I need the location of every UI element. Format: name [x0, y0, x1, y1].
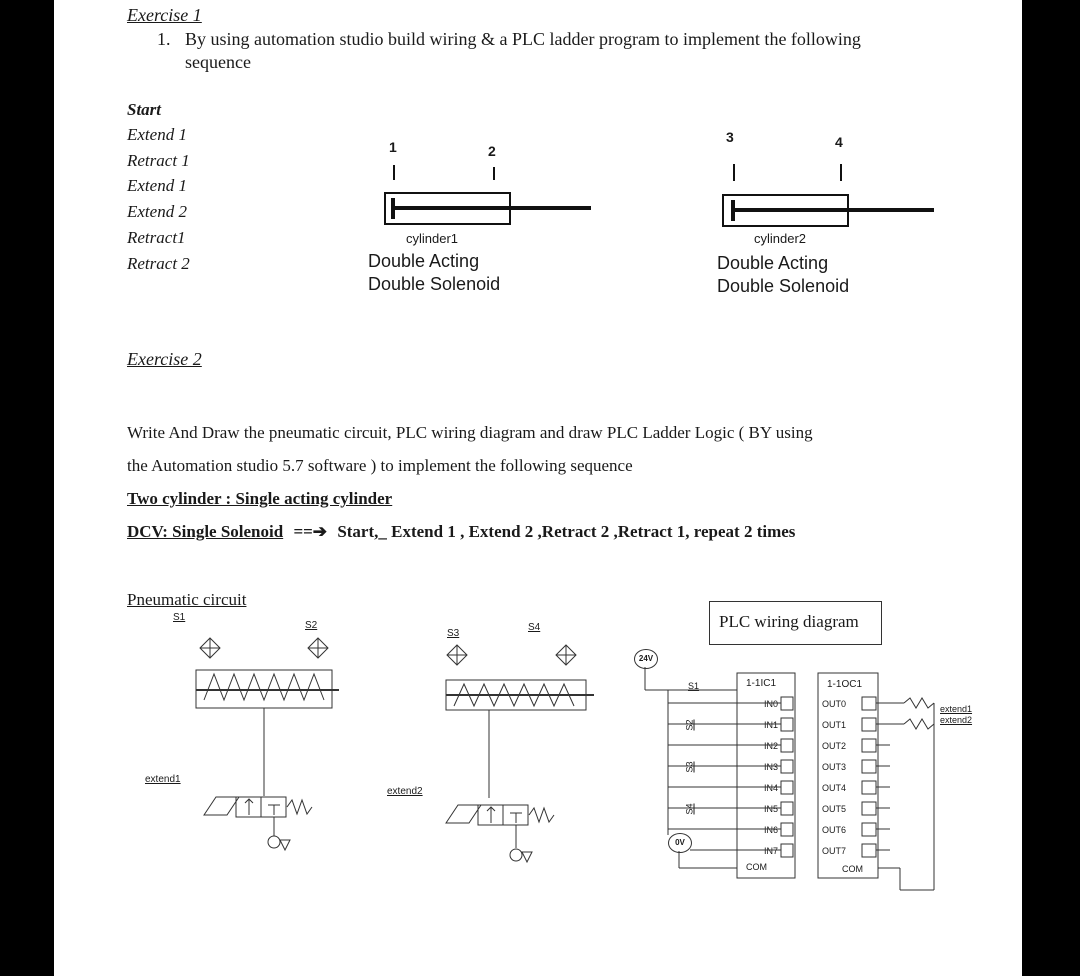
input-module-box: [737, 673, 795, 878]
supply-24v-label: 24V: [638, 654, 654, 663]
input-terminal: IN6: [764, 825, 779, 835]
sequence-step: Retract1: [127, 228, 186, 247]
input-terminal: IN1: [764, 720, 779, 730]
cylinder2-position-a: 3: [726, 129, 734, 145]
output-terminal: OUT0: [822, 699, 847, 709]
input-terminal: IN7: [764, 846, 779, 856]
valve2-label: extend2: [387, 786, 423, 797]
output-terminal: OUT7: [822, 846, 847, 856]
cylinder2-name: cylinder2: [754, 231, 807, 246]
exercise1-heading: Exercise 1: [127, 5, 202, 25]
switch-label-s2: S2: [684, 719, 695, 731]
cylinder1-position-b: 2: [488, 143, 496, 159]
output-terminal: OUT1: [822, 720, 847, 730]
cylinder1-name: cylinder1: [406, 231, 459, 246]
cylinder1-position-a: 1: [389, 139, 397, 155]
output-terminal: OUT5: [822, 804, 847, 814]
sensor-label-s3: S3: [447, 628, 460, 639]
supply-0v-label: 0V: [675, 838, 685, 847]
cylinder2-position-b: 4: [835, 134, 843, 150]
sequence-step: Start: [127, 100, 162, 119]
output-common: COM: [842, 864, 863, 874]
sensor-label-s2: S2: [305, 620, 318, 631]
sensor-label-s1: S1: [173, 612, 186, 623]
exercise2-heading: Exercise 2: [127, 349, 202, 369]
arrow-icon: ==➔: [293, 522, 328, 541]
output-module-box: [818, 673, 878, 878]
sequence-step: Extend 1: [127, 125, 187, 144]
sequence-step: Retract 1: [127, 151, 190, 170]
document-page: [54, 0, 1022, 976]
input-terminal: IN5: [764, 804, 779, 814]
cylinder2-valve: Double Solenoid: [717, 276, 850, 296]
switch-label-s3: S3: [684, 761, 695, 773]
exercise2-line1: Write And Draw the pneumatic circuit, PLC wiring diagram and draw PLC Ladder Logic ( BY using: [127, 423, 813, 442]
task-text-line1: By using automation studio build wiring & a PLC ladder program to implement the following: [185, 29, 861, 49]
exercise2-sequence: Start,_ Extend 1 , Extend 2 ,Retract 2 ,Retract 1, repeat 2 times: [337, 522, 796, 541]
task-number: 1.: [157, 29, 171, 49]
task-text-line2: sequence: [185, 52, 251, 72]
input-terminal: IN4: [764, 783, 779, 793]
output-module-label: 1-1OC1: [827, 679, 863, 690]
output-terminal: OUT6: [822, 825, 847, 835]
coil-label-extend2: extend2: [940, 715, 973, 725]
plc-wiring-drawing: [54, 0, 1022, 976]
sequence-step: Retract 2: [127, 254, 190, 273]
sequence-step: Extend 1: [127, 176, 187, 195]
sequence-step: Extend 2: [127, 202, 187, 221]
cylinder1-valve: Double Solenoid: [368, 274, 501, 294]
output-terminal: OUT3: [822, 762, 847, 772]
output-terminal: OUT2: [822, 741, 847, 751]
input-terminal: IN2: [764, 741, 779, 751]
sensor-label-s4: S4: [528, 622, 541, 633]
plc-title: PLC wiring diagram: [719, 612, 859, 631]
input-common: COM: [746, 862, 767, 872]
input-module-label: 1-1IC1: [746, 678, 777, 689]
cylinder2-type: Double Acting: [717, 253, 829, 273]
exercise2-line2: the Automation studio 5.7 software ) to implement the following sequence: [127, 456, 633, 475]
switch-label-s4: S4: [684, 803, 695, 815]
output-terminal: OUT4: [822, 783, 847, 793]
switch-label-s1: S1: [688, 681, 700, 691]
input-terminal: IN3: [764, 762, 779, 772]
valve1-label: extend1: [145, 774, 181, 785]
cylinder-type-line: Two cylinder : Single acting cylinder: [127, 489, 393, 508]
input-terminal: IN0: [764, 699, 779, 709]
cylinder1-type: Double Acting: [368, 251, 480, 271]
pneumatic-title: Pneumatic circuit: [127, 590, 247, 609]
dcv-label: DCV: Single Solenoid: [127, 522, 284, 541]
coil-label-extend1: extend1: [940, 704, 973, 714]
